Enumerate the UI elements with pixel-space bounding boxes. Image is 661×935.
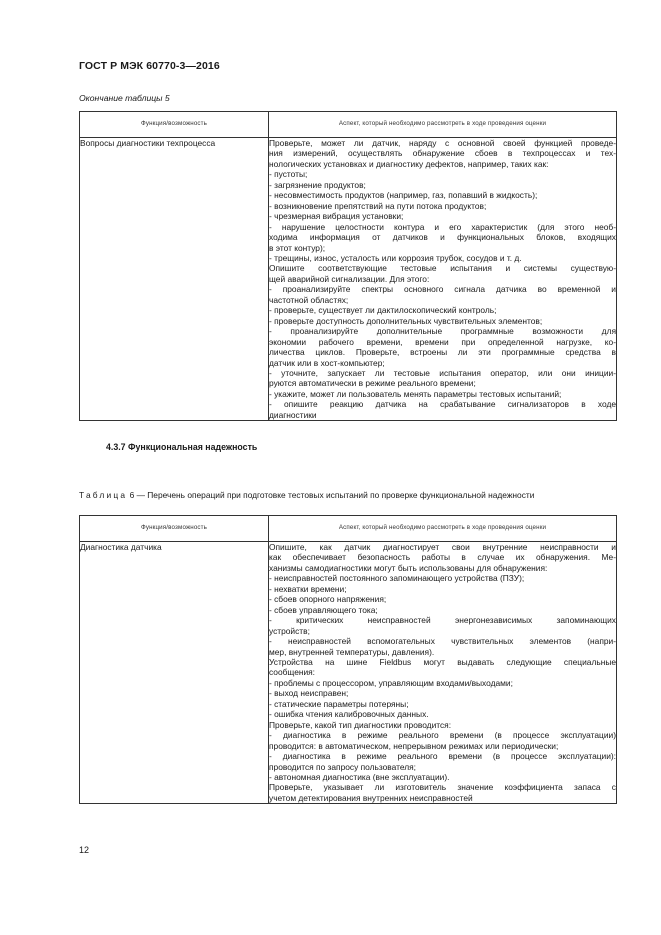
aspect-line: - неисправностей вспомогательных чувствительных элементов (напри- [269,636,616,647]
aspect-line: - проблемы с процессором, управляющим входами/выходами; [269,677,513,688]
aspect-line: - сбоев опорного напряжения; [269,594,387,605]
aspect-line: - нарушение целостности контура и его характеристик (для этого необ- [269,221,616,232]
aspect-line: - выход неисправен; [269,688,349,699]
function-cell: Вопросы диагностики техпроцесса [80,138,269,421]
table-header-row [80,516,617,542]
aspect-cell [269,542,617,804]
aspect-line: ходима информация от датчиков и функциональных блоков, входящих [269,232,616,243]
table-caption-text: 6 — Перечень операций при подготовке тестовых испытаний по проверке функциональной надежности [129,490,535,500]
aspect-line: - пустоты; [269,169,308,180]
aspect-line: диагностики [269,409,317,420]
table-header-row [80,112,617,138]
aspect-line: экономии рабочего времени, времени при определенной нагрузке, ко- [269,336,616,347]
aspect-line: личества циклов. Проверьте, встроены ли эти программные средства в [269,347,616,358]
table-continuation-caption: Окончание таблицы 5 [79,93,170,103]
aspect-line: датчик или в хост-компьютер; [269,357,385,368]
aspect-line: проводится: в автоматическом, непрерывном режимах или периодически; [269,740,559,751]
aspect-line: - проанализируйте дополнительные программные возможности для [269,326,616,337]
aspect-line: - нехватки времени; [269,583,347,594]
aspect-line: сообщения: [269,667,316,678]
aspect-line: - возникновение препятствий на пути потока продуктов; [269,200,487,211]
aspect-line: - диагностика в режиме реального времени (в процессе эксплуатации): [269,751,616,762]
aspect-line: частотной областях; [269,294,349,305]
page-number: 12 [79,845,90,855]
aspect-line: устройств; [269,625,310,636]
section-heading: 4.3.7 Функциональная надежность [106,442,258,452]
aspect-line: щей аварийной сигнализации. Для этого: [269,273,430,284]
aspect-line: - неисправностей постоянного запоминающего устройства (ПЗУ); [269,573,525,584]
column-header-aspect: Аспект, который необходимо рассмотреть в ходе проведения оценки [269,112,617,138]
aspect-line: - критических неисправностей энергонезависимых запоминающих [269,615,616,626]
aspect-line: Проверьте, может ли датчик, наряду с основной своей функцией проведе- [269,138,616,148]
table-6-caption [79,490,619,500]
aspect-line: - уточните, запускает ли тестовые испытания оператор, или они иниции- [269,367,616,378]
aspect-line: - несовместимость продуктов (например, газ, попавший в жидкость); [269,190,538,201]
aspect-line: - ошибка чтения калибровочных данных. [269,709,429,720]
aspect-line: Опишите, как датчик диагностирует свои внутренние неисправности и [269,542,616,552]
aspect-line: нологических установках и диагностику дефектов, например, таких как: [269,158,549,169]
aspect-line: проводится по запросу пользователя; [269,761,416,772]
aspect-line: - опишите реакцию датчика на срабатывание сигнализаторов в ходе [269,399,616,410]
document-title: ГОСТ Р МЭК 60770-3—2016 [79,60,220,72]
aspect-line: - сбоев управляющего тока; [269,604,378,615]
table-6 [79,515,617,804]
aspect-line: Проверьте, какой тип диагностики проводится: [269,719,452,730]
aspect-line: - трещины, износ, усталость или коррозия трубок, сосудов и т. д. [269,252,522,263]
aspect-line: - проанализируйте спектры основного сигнала датчика во временной и [269,284,616,295]
table-row [80,542,617,804]
aspect-line: руются автоматически в режиме реального времени; [269,378,476,389]
aspect-cell [269,138,617,421]
aspect-line: - загрязнение продуктов; [269,179,366,190]
aspect-line: как обеспечивает безопасность работы в случае их обнаружения. Ме- [269,552,616,563]
aspect-line: Проверьте, указывает ли изготовитель значение коэффициента запаса с [269,782,616,793]
aspect-line: - чрезмерная вибрация установки; [269,211,404,222]
aspect-line: - автономная диагностика (вне эксплуатации). [269,771,450,782]
aspect-line: - диагностика в режиме реального времени (в процессе эксплуатации) [269,730,616,741]
function-cell: Диагностика датчика [80,542,269,804]
column-header-function: Функция/возможность [80,516,269,542]
aspect-line: Опишите соответствующие тестовые испытания и системы существую- [269,263,616,274]
aspect-line: - статические параметры потеряны; [269,698,409,709]
column-header-aspect: Аспект, который необходимо рассмотреть в ходе проведения оценки [269,516,617,542]
aspect-line: ния измерений, осуществлять обнаружение сбоев в техпроцессах и тех- [269,148,616,159]
table-5 [79,111,617,421]
aspect-line: ханизмы самодиагностики могут быть использованы для обнаружения: [269,562,548,573]
column-header-function: Функция/возможность [80,112,269,138]
table-caption-label: Таблица [79,490,128,500]
aspect-line: Устройства на шине Fieldbus могут выдавать следующие специальные [269,656,616,667]
aspect-line: - укажите, может ли пользователь менять параметры тестовых испытаний; [269,388,562,399]
aspect-line: - проверьте, существует ли дактилоскопический контроль; [269,305,497,316]
aspect-line: учетом детектирования внутренних неисправностей [269,792,473,803]
aspect-line: мер, внутренней температуры, давления). [269,646,435,657]
aspect-line: - проверьте доступность дополнительных чувствительных элементов; [269,315,543,326]
table-row [80,138,617,421]
aspect-line: в этот контур); [269,242,326,253]
